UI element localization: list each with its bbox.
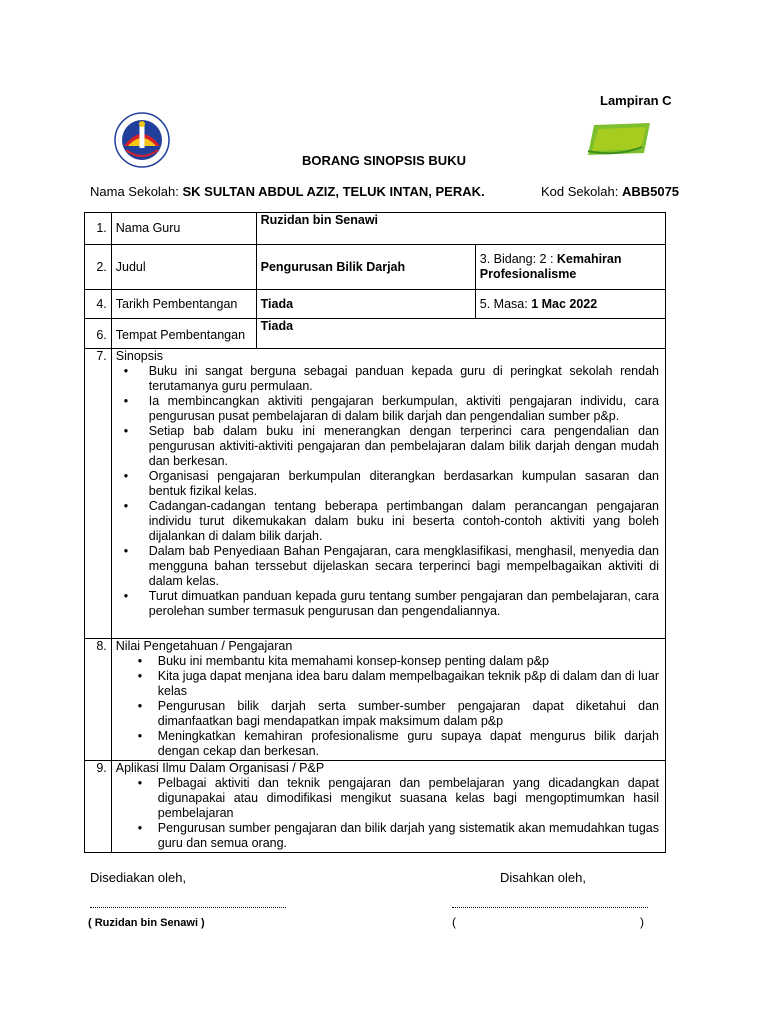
list-item: • Ia membincangkan aktiviti pengajaran berkumpulan, aktiviti pengajaran individu, cara pengurusan pusat pembelajaran di dalam bilik darjah dan pengendalian sumber p&p. (112, 394, 665, 424)
approver-name-open: ( (452, 915, 456, 929)
preparer-name: ( Ruzidan bin Senawi ) (88, 917, 205, 929)
preparer-signature-line (90, 897, 286, 908)
row-number: 6. (85, 319, 112, 349)
list-item: • Meningkatkan kemahiran profesionalisme guru supaya dapat mengurus bilik darjah dengan cekap dan berkesan. (112, 729, 665, 759)
row-number: 1. (85, 213, 112, 245)
list-item: • Buku ini membantu kita memahami konsep-konsep penting dalam p&p (112, 654, 665, 669)
row-number: 4. (85, 290, 112, 319)
presentation-venue-value: Tiada (256, 319, 665, 349)
row-presentation-date (85, 290, 666, 319)
knowledge-application-title: Aplikasi Ilmu Dalam Organisasi / P&P (115, 761, 325, 775)
approver-name-close: ) (640, 915, 644, 929)
synopsis-cell (111, 349, 665, 639)
list-item: • Buku ini sangat berguna sebagai panduan kepada guru di peringkat sekolah rendah terutamanya guru permulaan. (112, 364, 665, 394)
knowledge-application-cell (111, 761, 665, 853)
time-cell (475, 290, 665, 319)
row-teacher-name (85, 213, 666, 245)
school-name-line (90, 184, 485, 199)
row-presentation-venue (85, 319, 666, 349)
row-knowledge-value (85, 639, 666, 761)
row-synopsis (85, 349, 666, 639)
row-number: 8. (85, 639, 112, 761)
list-item: • Kita juga dapat menjana idea baru dalam mempelbagaikan teknik p&p di dalam dan di luar kelas (112, 669, 665, 699)
row-number: 9. (85, 761, 112, 853)
title-label: Judul (111, 245, 256, 290)
school-code-line (541, 184, 679, 199)
knowledge-application-list (112, 776, 665, 851)
field-value: Kemahiran Profesionalisme (479, 252, 622, 281)
presentation-date-label: Tarikh Pembentangan (111, 290, 256, 319)
school-code: ABB5075 (621, 184, 680, 199)
list-item: • Cadangan-cadangan tentang beberapa pertimbangan dalam perancangan pengajaran individu turut dikemukakan dalam buku ini beserta contoh-contoh aktiviti yang boleh dijalankan di dalam bilik darjah. (112, 499, 665, 544)
bpg-logo (586, 121, 652, 157)
school-label: Nama Sekolah: (90, 184, 183, 199)
row-number: 7. (85, 349, 112, 639)
row-title (85, 245, 666, 290)
teacher-name-value: Ruzidan bin Senawi (256, 213, 665, 245)
attachment-label: Lampiran C (600, 93, 672, 108)
list-item: • Pelbagai aktiviti dan teknik pengajaran dan pembelajaran yang dicadangkan dapat digunapakai atau dimodifikasi mengikut suasana kelas bagi mengoptimumkan hasil pembelajaran (112, 776, 665, 821)
time-label: 5. Masa: (479, 296, 532, 311)
synopsis-list (112, 364, 665, 619)
synopsis-title: Sinopsis (115, 349, 164, 363)
prepared-by-label: Disediakan oleh, (90, 870, 187, 885)
approver-signature-line (452, 897, 648, 908)
time-value: 1 Mac 2022 (531, 296, 598, 311)
field-cell (475, 245, 665, 290)
title-value: Pengurusan Bilik Darjah (256, 245, 475, 290)
list-item: • Setiap bab dalam buku ini menerangkan dengan terperinci cara pengendalian dan pengurusan aktiviti-aktiviti pengajaran dan pembelajaran dalam bilik darjah dengan mudah dan berkesan. (112, 424, 665, 469)
teacher-name-label: Nama Guru (111, 213, 256, 245)
school-name: SK SULTAN ABDUL AZIZ, TELUK INTAN, PERAK. (182, 184, 485, 199)
list-item: • Pengurusan bilik darjah serta sumber-sumber pengajaran dapat diketahui dan dimanfaatkan bagi mendapatkan impak maksimum dalam p&p (112, 699, 665, 729)
list-item: • Pengurusan sumber pengajaran dan bilik darjah yang sistematik akan memudahkan tugas guru dan semua orang. (112, 821, 665, 851)
presentation-date-value: Tiada (256, 290, 475, 319)
knowledge-value-title: Nilai Pengetahuan / Pengajaran (115, 639, 293, 653)
list-item: • Turut dimuatkan panduan kepada guru tentang sumber pengajaran dan pembelajaran, cara perolehan sumber termasuk pengurusan dan pengendaliannya. (112, 589, 665, 619)
field-label: 3. Bidang: 2 : (479, 252, 557, 266)
approved-by-label: Disahkan oleh, (500, 870, 586, 885)
presentation-venue-label: Tempat Pembentangan (111, 319, 256, 349)
row-knowledge-application (85, 761, 666, 853)
code-label: Kod Sekolah: (541, 184, 622, 199)
synopsis-form-table (84, 212, 666, 853)
row-number: 2. (85, 245, 112, 290)
form-title: BORANG SINOPSIS BUKU (302, 153, 466, 168)
knowledge-value-cell (111, 639, 665, 761)
list-item: • Dalam bab Penyediaan Bahan Pengajaran, cara mengklasifikasi, menghasil, menyedia dan mengguna bahan terssebut dijelaskan secara terperinci bagi mempelbagaikan aktiviti di dalam kelas. (112, 544, 665, 589)
knowledge-value-list (112, 654, 665, 759)
list-item: • Organisasi pengajaran berkumpulan diterangkan berdasarkan kumpulan sasaran dan bentuk fizikal kelas. (112, 469, 665, 499)
